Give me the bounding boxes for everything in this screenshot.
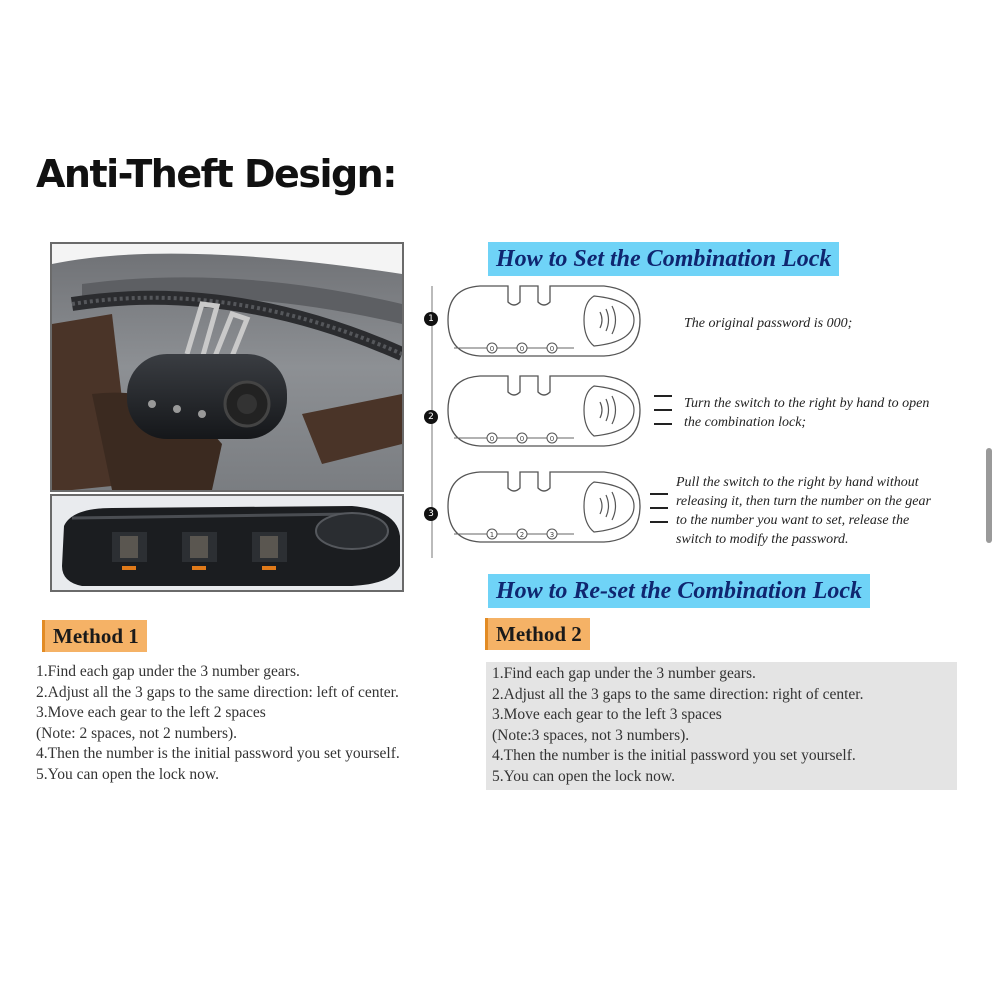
step-3-text: Pull the switch to the right by hand without releasing it, then turn the number on the gear to the number you want to set, release the switch to modify the password. bbox=[676, 475, 931, 547]
step-3-gear-3: 3 bbox=[549, 531, 555, 539]
step-2-text: Turn the switch to the right by hand to open the combination lock; bbox=[684, 396, 930, 430]
method-2-instructions bbox=[492, 664, 863, 787]
step-1-text: The original password is 000; bbox=[684, 316, 853, 331]
lock-closeup-illustration bbox=[52, 496, 402, 590]
step-3-number: 3 bbox=[424, 507, 438, 521]
step-3-gear-1: 1 bbox=[489, 531, 495, 539]
reset-lock-heading: How to Re-set the Combination Lock bbox=[488, 574, 870, 608]
method-1-line: (Note: 2 spaces, not 2 numbers). bbox=[36, 724, 238, 742]
bag-lock-photo bbox=[50, 242, 404, 492]
switch-arrows-icon bbox=[648, 488, 670, 528]
step-1-gear-2: 0 bbox=[519, 345, 525, 353]
method-1-line: 4.Then the number is the initial password you set yourself. bbox=[36, 745, 400, 762]
method-1-line: 1.Find each gap under the 3 number gears. bbox=[36, 663, 300, 680]
step-2-gear-1: 0 bbox=[489, 435, 495, 443]
method-2-line: 5.You can open the lock now. bbox=[492, 767, 675, 785]
method-1-line: 2.Adjust all the 3 gaps to the same direction: left of center. bbox=[36, 683, 399, 701]
step-2-gear-2: 0 bbox=[519, 435, 525, 443]
method-2-line: 4.Then the number is the initial password you set yourself. bbox=[492, 747, 856, 764]
combination-lock-icon bbox=[444, 468, 644, 546]
method-2-badge: Method 2 bbox=[485, 618, 590, 650]
combination-lock-icon bbox=[444, 372, 644, 450]
page-title: Anti-Theft Design: bbox=[36, 152, 396, 196]
method-2-line: (Note:3 spaces, not 3 numbers). bbox=[492, 726, 690, 744]
step-2-number: 2 bbox=[424, 410, 438, 424]
method-2-line: 2.Adjust all the 3 gaps to the same direction: right of center. bbox=[492, 685, 864, 703]
method-1-badge: Method 1 bbox=[42, 620, 147, 652]
step-1-number: 1 bbox=[424, 312, 438, 326]
switch-arrows-icon bbox=[652, 390, 674, 430]
method-1-line: 5.You can open the lock now. bbox=[36, 765, 219, 783]
combination-lock-icon bbox=[444, 282, 644, 360]
method-1-instructions bbox=[36, 662, 400, 785]
step-2-gear-3: 0 bbox=[549, 435, 555, 443]
bag-photo-illustration bbox=[52, 244, 402, 490]
step-1-gear-1: 0 bbox=[489, 345, 495, 353]
scrollbar[interactable] bbox=[986, 448, 992, 543]
method-1-line: 3.Move each gear to the left 2 spaces bbox=[36, 704, 266, 721]
step-1-gear-3: 0 bbox=[549, 345, 555, 353]
method-2-line: 1.Find each gap under the 3 number gears. bbox=[492, 665, 756, 682]
method-2-line: 3.Move each gear to the left 3 spaces bbox=[492, 706, 722, 723]
step-3-gear-2: 2 bbox=[519, 531, 525, 539]
set-lock-heading: How to Set the Combination Lock bbox=[488, 242, 839, 276]
lock-closeup-photo bbox=[50, 494, 404, 592]
